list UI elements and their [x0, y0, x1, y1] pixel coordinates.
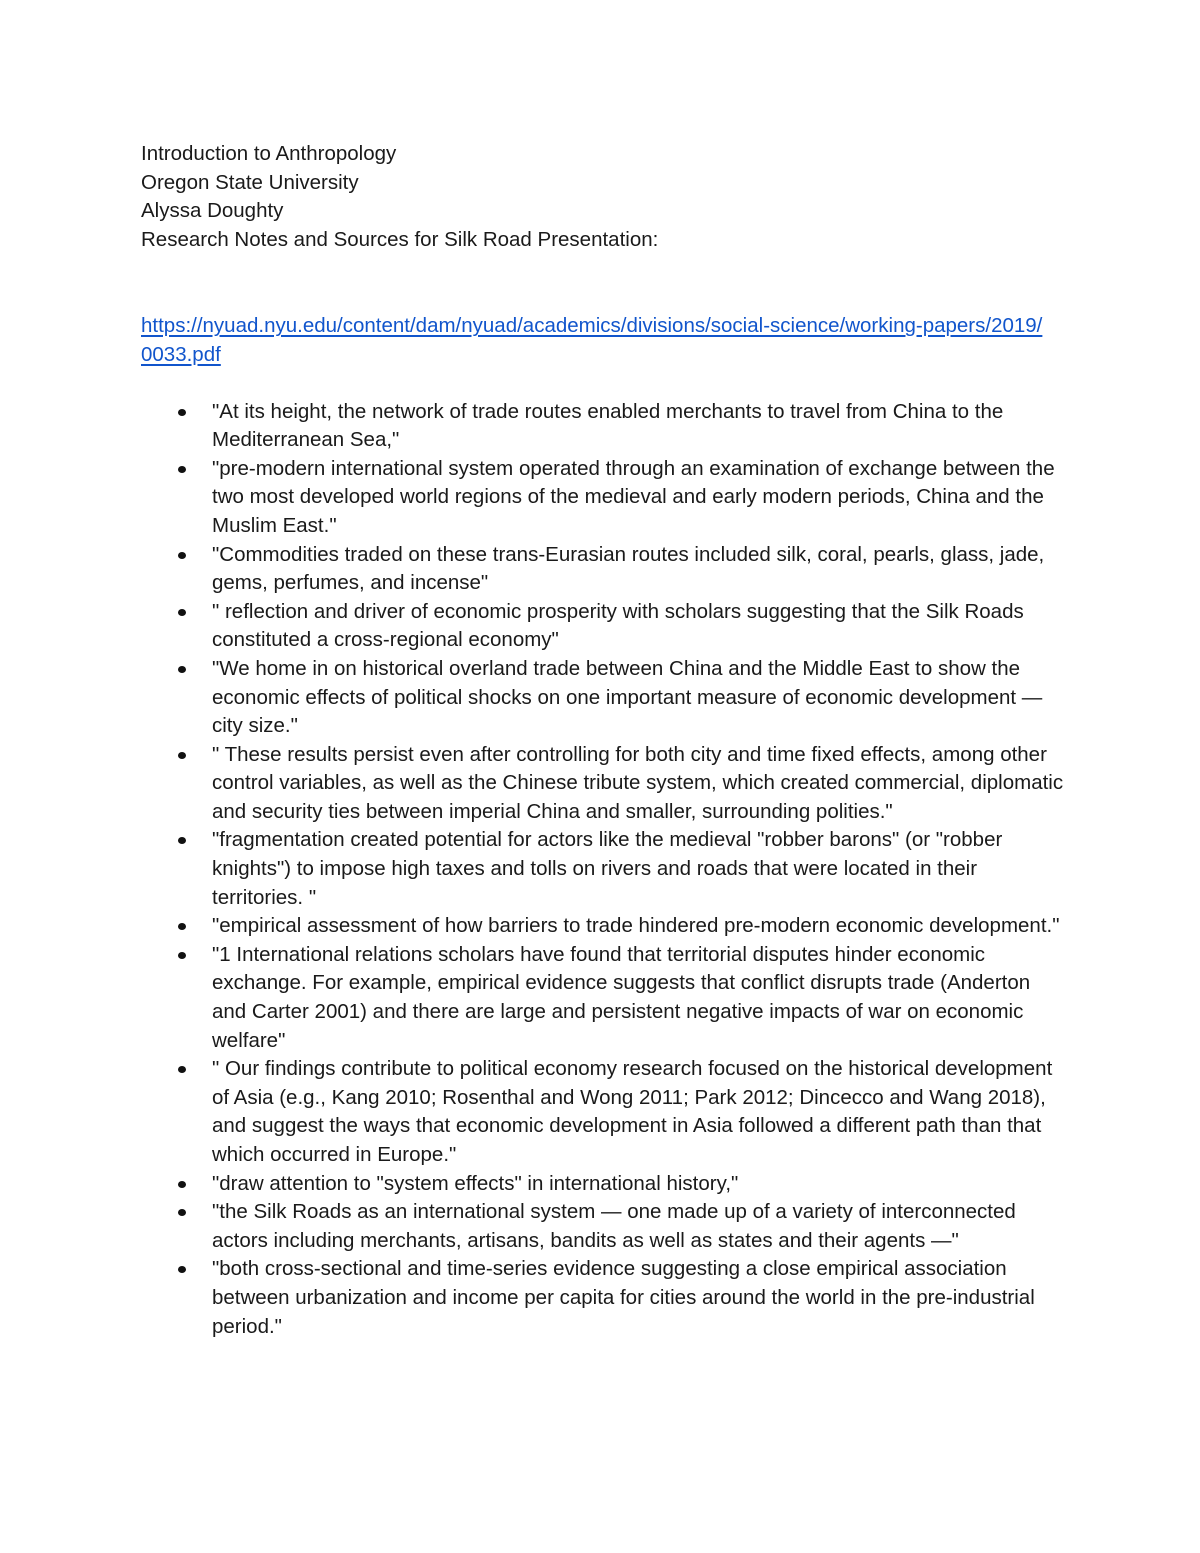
list-item: [141, 826, 1066, 912]
bullet-icon: [178, 409, 186, 416]
list-item: [141, 941, 1066, 1055]
bullet-icon: [178, 837, 186, 844]
list-item: [141, 741, 1066, 827]
bullet-icon: [178, 666, 186, 673]
document-title: Research Notes and Sources for Silk Road Presentation:: [141, 227, 659, 251]
bullet-icon: [178, 752, 186, 759]
author-name: Alyssa Doughty: [141, 199, 284, 223]
bullet-icon: [178, 1209, 186, 1216]
bullet-icon: [178, 1266, 186, 1273]
bullet-icon: [178, 1181, 186, 1188]
list-item: [141, 1255, 1066, 1341]
bullet-icon: [178, 952, 186, 959]
bullet-icon: [178, 1066, 186, 1073]
university-name: Oregon State University: [141, 170, 359, 194]
source-link[interactable]: https://nyuad.nyu.edu/content/dam/nyuad/academics/divisions/social-science/working-papers/2019/0033.pdf: [141, 314, 1043, 366]
quote-text: " These results persist even after controlling for both city and time fixed effects, among other control variables, as well as the Chinese tribute system, which created commercial, diplomatic and security ties between imperial China and smaller, surrounding polities.": [212, 742, 1064, 823]
blank-line: [141, 254, 1066, 283]
course-name: Introduction to Anthropology: [141, 142, 397, 165]
quote-text: "Commodities traded on these trans-Eurasian routes included silk, coral, pearls, glass, jade, gems, perfumes, and incense": [212, 542, 1045, 595]
list-item: [141, 912, 1066, 941]
quote-text: " Our findings contribute to political economy research focused on the historical development of Asia (e.g., Kang 2010; Rosenthal and Wong 2011; Park 2012; Dincecco and Wang 2018), and suggest the ways that economic development in Asia followed a different path than that which occurred in Europe.": [212, 1057, 1053, 1166]
quote-list: [141, 398, 1066, 1342]
list-item: [141, 1198, 1066, 1255]
bullet-icon: [178, 923, 186, 930]
quote-text: "pre-modern international system operated through an examination of exchange between the two most developed world regions of the medieval and early modern periods, China and the Muslim East.": [212, 456, 1055, 537]
list-item: [141, 655, 1066, 741]
list-item: [141, 541, 1066, 598]
quote-text: "fragmentation created potential for actors like the medieval "robber barons" (or "robber knights") to impose high taxes and tolls on rivers and roads that were located in their territories. ": [212, 828, 1003, 909]
list-item: [141, 455, 1066, 541]
quote-text: "the Silk Roads as an international system — one made up of a variety of interconnected actors including merchants, artisans, bandits as well as states and their agents —": [212, 1200, 1016, 1252]
bullet-icon: [178, 552, 186, 559]
quote-text: " reflection and driver of economic prosperity with scholars suggesting that the Silk Roads constituted a cross-regional economy": [212, 599, 1024, 652]
list-item: [141, 398, 1066, 455]
list-item: [141, 1170, 1066, 1199]
quote-text: "empirical assessment of how barriers to trade hindered pre-modern economic development.": [212, 914, 1060, 938]
quote-text: "both cross-sectional and time-series evidence suggesting a close empirical association between urbanization and income per capita for cities around the world in the pre-industrial period.": [212, 1257, 1035, 1338]
quote-text: "At its height, the network of trade routes enabled merchants to travel from China to the Mediterranean Sea,": [212, 399, 1004, 452]
list-item: [141, 1055, 1066, 1169]
document-body: [141, 140, 1066, 1341]
quote-text: "1 International relations scholars have found that territorial disputes hinder economic exchange. For example, empirical evidence suggests that conflict disrupts trade (Anderton and Carter 2001) and there are large and persistent negative impacts of war on economic welfare": [212, 942, 1031, 1052]
list-item: [141, 598, 1066, 655]
quote-text: "We home in on historical overland trade between China and the Middle East to show the economic effects of political shocks on one important measure of economic development — city size.": [212, 656, 1043, 738]
bullet-icon: [178, 609, 186, 616]
bullet-icon: [178, 466, 186, 473]
quote-text: "draw attention to "system effects" in international history,": [212, 1171, 739, 1195]
